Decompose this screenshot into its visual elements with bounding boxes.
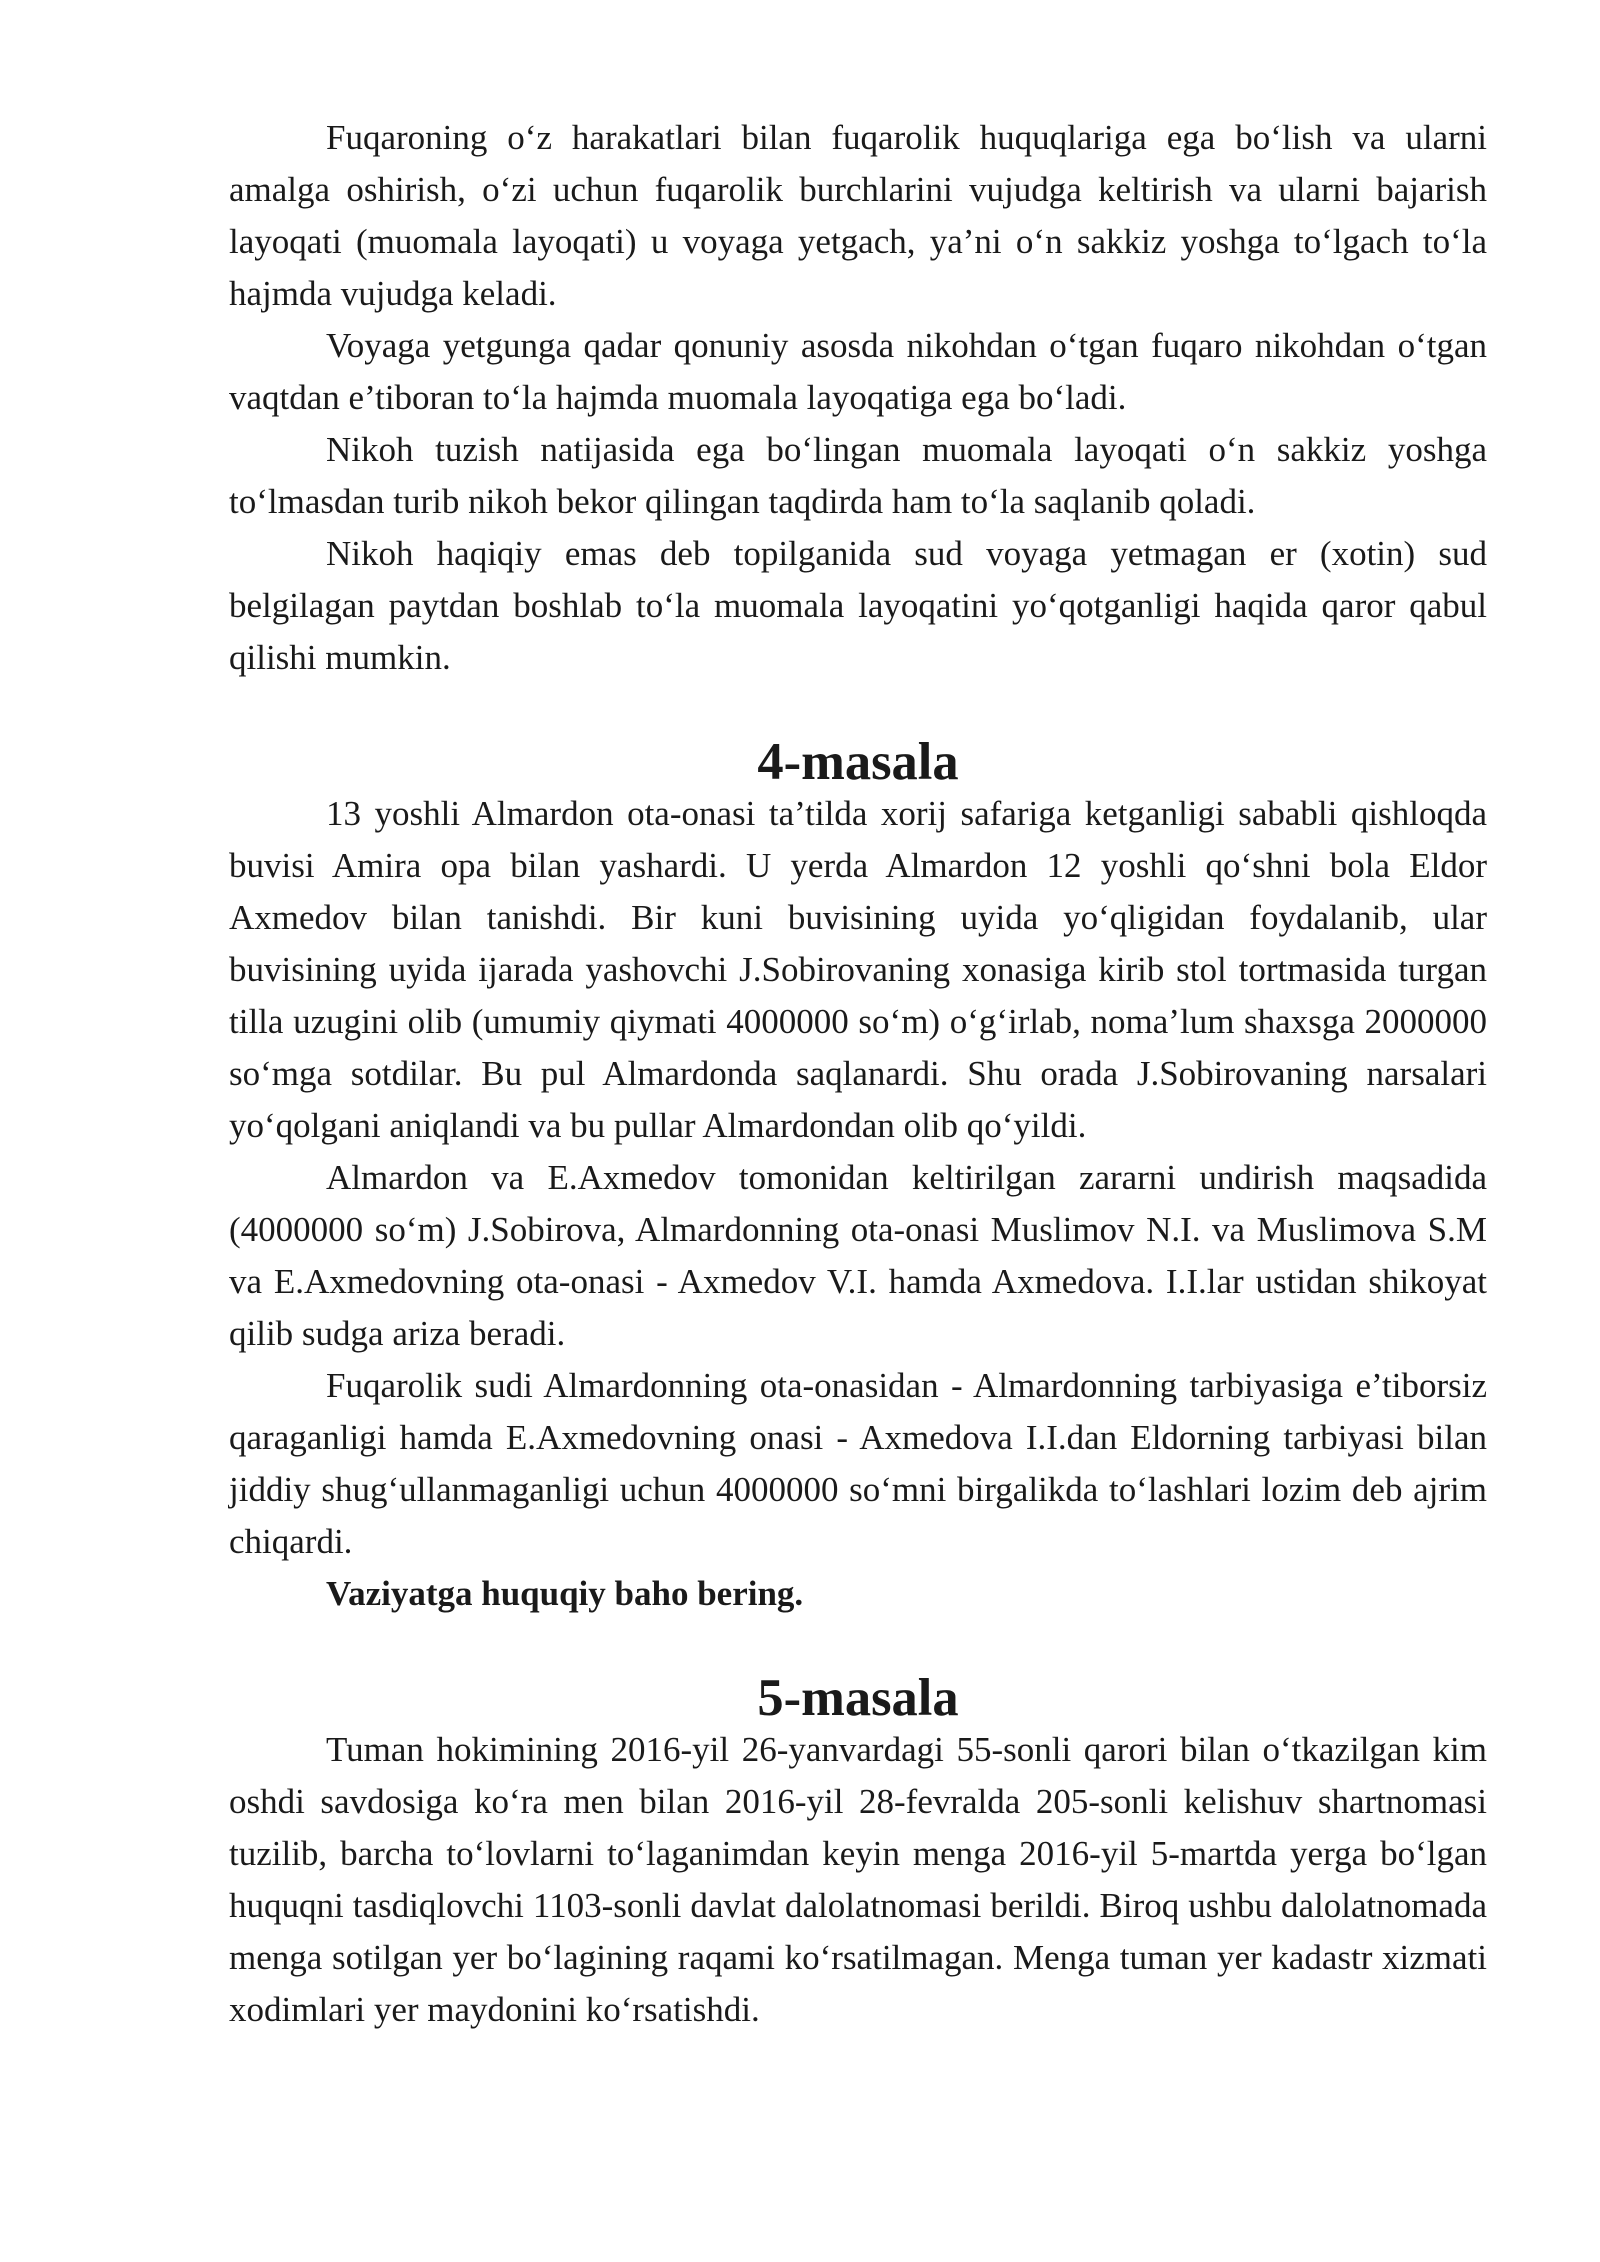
task4-heading: 4-masala <box>757 733 959 791</box>
section-spacer <box>229 684 1487 736</box>
intro-paragraph-2: Voyaga yetgunga qadar qonuniy asosda nikohdan o‘tgan fuqaro nikohdan o‘tgan vaqtdan e’tiboran to‘la hajmda muomala layoqatiga ega bo‘ladi. <box>229 326 1487 417</box>
intro-paragraph-1: Fuqaroning o‘z harakatlari bilan fuqarolik huquqlariga ega bo‘lish va ularni amalga oshirish, o‘zi uchun fuqarolik burchlarini vujudga keltirish va ularni bajarish layoqati (muomala layoqati) u voyaga yetgach, ya’ni o‘n sakkiz yoshga to‘lgach to‘la hajmda vujudga keladi. <box>229 118 1487 313</box>
document-page <box>229 112 1487 2036</box>
task5-paragraph-1: Tuman hokimining 2016-yil 26-yanvardagi 55-sonli qarori bilan o‘tkazilgan kim oshdi savdosiga ko‘ra men bilan 2016-yil 28-fevralda 205-sonli kelishuv shartnomasi tuzilib, barcha to‘lovlarni to‘laganimdan keyin menga 2016-yil 5-martda yerga bo‘lgan huquqni tasdiqlovchi 1103-sonli davlat dalolatnomasi berildi. Biroq ushbu dalolatnomada menga sotilgan yer bo‘lagining raqami ko‘rsatilmagan. Menga tuman yer kadastr xizmati xodimlari yer maydonini ko‘rsatishdi. <box>229 1730 1487 2029</box>
intro-paragraph-3: Nikoh tuzish natijasida ega bo‘lingan muomala layoqati o‘n sakkiz yoshga to‘lmasdan turib nikoh bekor qilingan taqdirda ham to‘la saqlanib qoladi. <box>229 430 1487 521</box>
task4-paragraph-3: Fuqarolik sudi Almardonning ota-onasidan - Almardonning tarbiyasiga e’tiborsiz qaraganligi hamda E.Axmedovning onasi - Axmedova I.I.dan Eldorning tarbiyasi bilan jiddiy shug‘ullanmaganligi uchun 4000000 so‘mni birgalikda to‘lashlari lozim deb ajrim chiqardi. <box>229 1366 1487 1561</box>
intro-paragraph-4: Nikoh haqiqiy emas deb topilganida sud voyaga yetmagan er (xotin) sud belgilagan paytdan boshlab to‘la muomala layoqatini yo‘qotganligi haqida qaror qabul qilishi mumkin. <box>229 534 1487 677</box>
task4-question: Vaziyatga huquqiy baho bering. <box>326 1574 804 1613</box>
task5-heading: 5-masala <box>757 1669 959 1727</box>
section-spacer <box>229 1620 1487 1672</box>
task4-paragraph-1: 13 yoshli Almardon ota-onasi ta’tilda xorij safariga ketganligi sababli qishloqda buvisi Amira opa bilan yashardi. U yerda Almardon 12 yoshli qo‘shni bola Eldor Axmedov bilan tanishdi. Bir kuni buvisining uyida yo‘qligidan foydalanib, ular buvisining uyida ijarada yashovchi J.Sobirovaning xonasiga kirib stol tortmasida turgan tilla uzugini olib (umumiy qiymati 4000000 so‘m) o‘g‘irlab, noma’lum shaxsga 2000000 so‘mga sotdilar. Bu pul Almardonda saqlanardi. Shu orada J.Sobirovaning narsalari yo‘qolgani aniqlandi va bu pullar Almardondan olib qo‘yildi. <box>229 794 1487 1145</box>
task4-paragraph-2: Almardon va E.Axmedov tomonidan keltirilgan zararni undirish maqsadida (4000000 so‘m) J.Sobirova, Almardonning ota-onasi Muslimov N.I. va Muslimova S.M va E.Axmedovning ota-onasi - Axmedov V.I. hamda Axmedova. I.I.lar ustidan shikoyat qilib sudga ariza beradi. <box>229 1158 1487 1353</box>
